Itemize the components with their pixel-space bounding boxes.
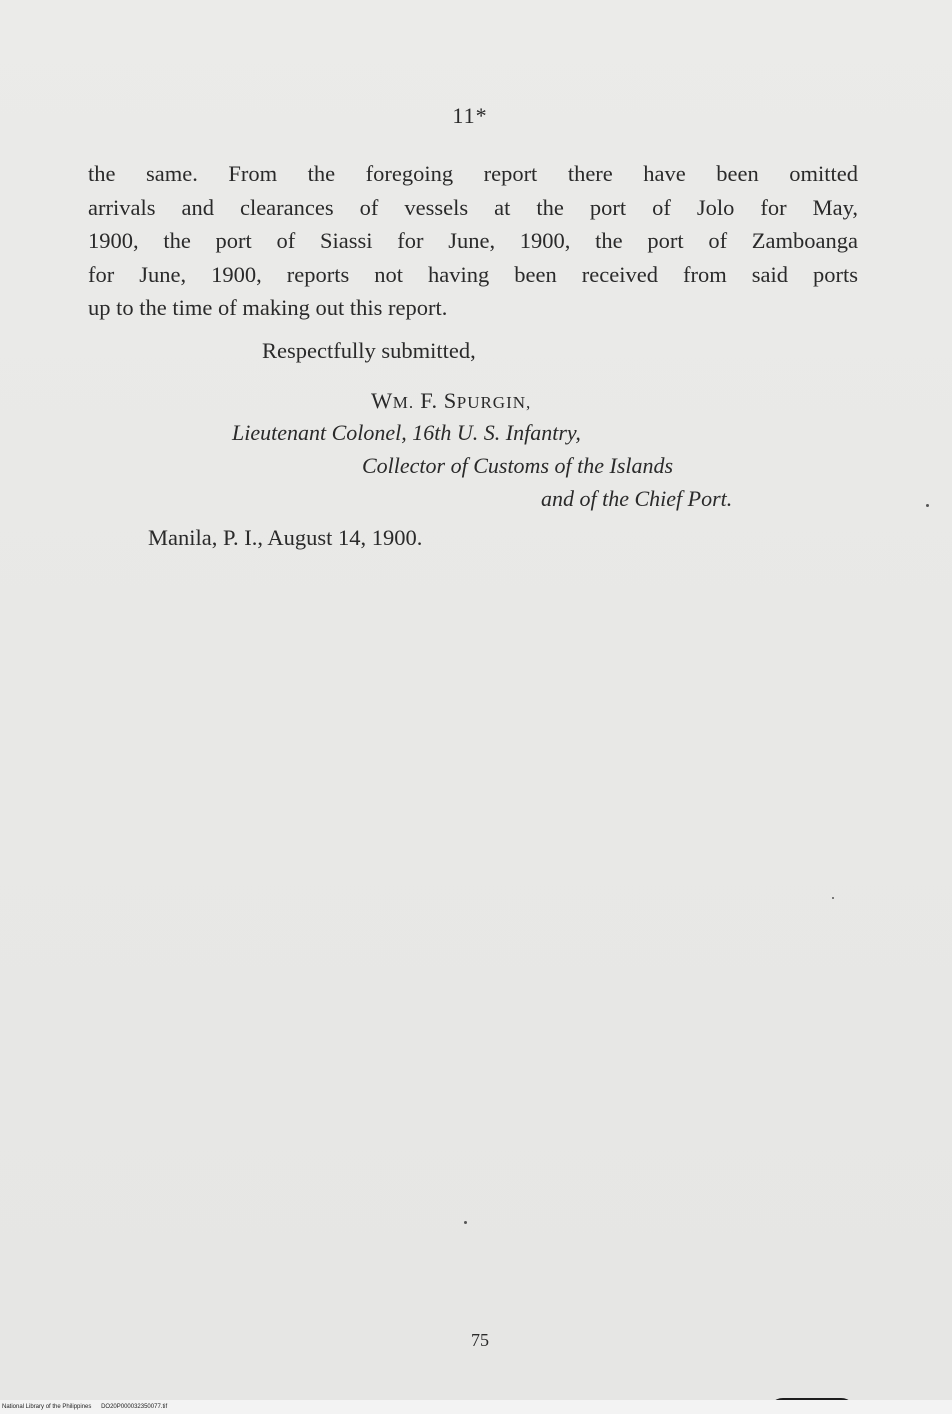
signature-name-part: PURGIN,: [456, 393, 532, 412]
signature-name-part: M.: [392, 393, 415, 412]
scan-footer: [0, 1400, 952, 1414]
paper-speck: [464, 1221, 467, 1224]
body-line: for June, 1900, reports not having been received from said ports: [88, 261, 858, 287]
signature-name-part: W: [371, 388, 393, 413]
signature-name: [371, 388, 531, 414]
dateline: Manila, P. I., August 14, 1900.: [148, 525, 423, 550]
signature-title-line: and of the Chief Port.: [541, 486, 733, 511]
page-mark: 11*: [452, 103, 488, 128]
paper-speck: [832, 897, 834, 899]
footer-code: DO20P000032350077.tif: [101, 1404, 168, 1410]
signature-title-line: Lieutenant Colonel, 16th U. S. Infantry,: [232, 420, 581, 445]
paper-speck: [926, 504, 929, 507]
body-paragraph: [88, 157, 858, 325]
footer-library: National Library of the Philippines: [2, 1404, 92, 1410]
body-line: up to the time of making out this report.: [88, 295, 448, 321]
page-number: 75: [471, 1330, 489, 1350]
signature-name-part: F. S: [420, 388, 457, 413]
signature-title-line: Collector of Customs of the Islands: [362, 453, 674, 478]
closing-salutation: Respectfully submitted,: [262, 338, 476, 363]
body-line: arrivals and clearances of vessels at the port of Jolo for May,: [88, 194, 858, 220]
body-line: 1900, the port of Siassi for June, 1900, the port of Zamboanga: [88, 228, 858, 254]
body-line: the same. From the foregoing report there have been omitted: [88, 161, 858, 186]
